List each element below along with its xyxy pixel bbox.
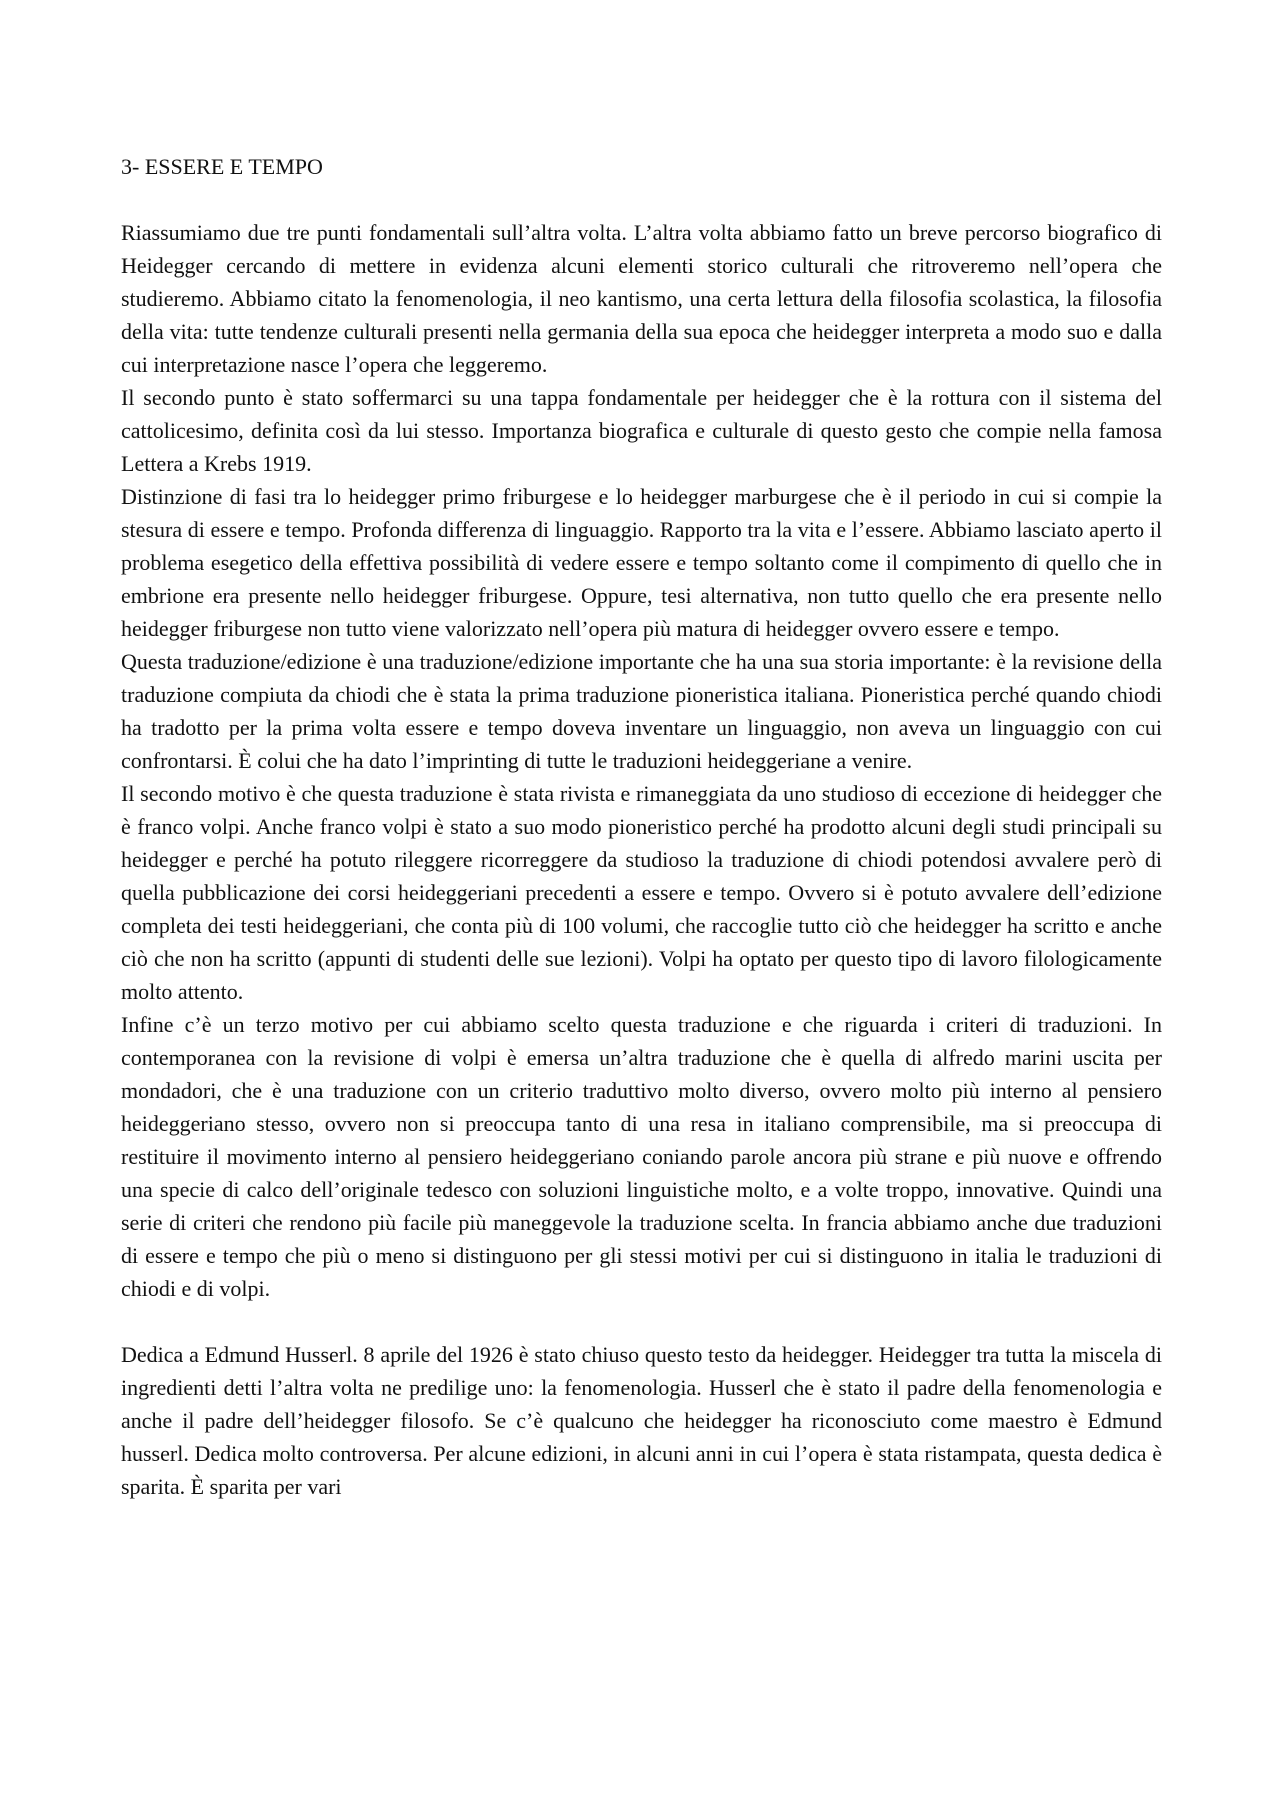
paragraph-translation-criteria: Infine c’è un terzo motivo per cui abbiamo scelto questa traduzione e che riguarda i criteri di traduzioni. In contemporanea con la revisione di volpi è emersa un’altra traduzione che è quella di alfredo marini uscita per mondadori, che è una traduzione con un criterio traduttivo molto diverso, ovvero molto più interno al pensiero heideggeriano stesso, ovvero non si preoccupa tanto di una resa in italiano comprensibile, ma si preoccupa di restituire il movimento interno al pensiero heideggeriano coniando parole ancora più strane e più nuove e offrendo una specie di calco dell’originale tedesco con soluzioni linguistiche molto, e a volte troppo, innovative. Quindi una serie di criteri che rendono più facile più maneggevole la traduzione scelta. In francia abbiamo anche due traduzioni di essere e tempo che più o meno si distinguono per gli stessi motivi per cui si distinguono in italia le traduzioni di chiodi e di volpi. xyxy=(121,1012,1162,1301)
paragraph-spacer xyxy=(121,1305,1162,1338)
paragraph-translation-volpi: Il secondo motivo è che questa traduzione è stata rivista e rimaneggiata da uno studioso di eccezione di heidegger che è franco volpi. Anche franco volpi è stato a suo modo pioneristico perché ha prodotto alcuni degli studi principali su heidegger e perché ha potuto rileggere ricorreggere da studioso la traduzione di chiodi potendosi avvalere però di quella pubblicazione dei corsi heideggeriani precedenti a essere e tempo. Ovvero si è potuto avvalere dell’edizione completa dei testi heideggeriani, che conta più di 100 volumi, che raccoglie tutto ciò che heidegger ha scritto e anche ciò che non ha scritto (appunti di studenti delle sue lezioni). Volpi ha optato per questo tipo di lavoro filologicamente molto attento. xyxy=(121,781,1162,1004)
document-title: 3- ESSERE E TEMPO xyxy=(121,154,323,179)
paragraph-phases: Distinzione di fasi tra lo heidegger primo friburgese e lo heidegger marburgese che è il periodo in cui si compie la stesura di essere e tempo. Profonda differenza di linguaggio. Rapporto tra la vita e l’essere. Abbiamo lasciato aperto il problema esegetico della effettiva possibilità di vedere essere e tempo soltanto come il compimento di quello che in embrione era presente nello heidegger friburgese. Oppure, tesi alternativa, non tutto quello che era presente nello heidegger friburgese non tutto viene valorizzato nell’opera più matura di heidegger ovvero essere e tempo. xyxy=(121,484,1162,641)
paragraph-recap: Riassumiamo due tre punti fondamentali sull’altra volta. L’altra volta abbiamo fatto un breve percorso biografico di Heidegger cercando di mettere in evidenza alcuni elementi storico culturali che ritroveremo nell’opera che studieremo. Abbiamo citato la fenomenologia, il neo kantismo, una certa lettura della filosofia scolastica, la filosofia della vita: tutte tendenze culturali presenti nella germania della sua epoca che heidegger interpreta a modo suo e dalla cui interpretazione nasce l’opera che leggeremo. xyxy=(121,220,1162,377)
paragraph-dedication: Dedica a Edmund Husserl. 8 aprile del 1926 è stato chiuso questo testo da heidegger. Heidegger tra tutta la miscela di ingredienti detti l’altra volta ne predilige uno: la fenomenologia. Husserl che è stato il padre della fenomenologia e anche il padre dell’heidegger filosofo. Se c’è qualcuno che heidegger ha riconosciuto come maestro è Edmund husserl. Dedica molto controversa. Per alcune edizioni, in alcuni anni in cui l’opera è stata ristampata, questa dedica è sparita. È sparita per vari xyxy=(121,1342,1162,1499)
paragraph-catholicism-break: Il secondo punto è stato soffermarci su una tappa fondamentale per heidegger che è la rottura con il sistema del cattolicesimo, definita così da lui stesso. Importanza biografica e culturale di questo gesto che compie nella famosa Lettera a Krebs 1919. xyxy=(121,385,1162,476)
paragraph-translation-chiodi: Questa traduzione/edizione è una traduzione/edizione importante che ha una sua storia importante: è la revisione della traduzione compiuta da chiodi che è stata la prima traduzione pioneristica italiana. Pioneristica perché quando chiodi ha tradotto per la prima volta essere e tempo doveva inventare un linguaggio, non aveva un linguaggio con cui confrontarsi. È colui che ha dato l’imprinting di tutte le traduzioni heideggeriane a venire. xyxy=(121,649,1162,773)
document-page xyxy=(121,150,1162,1503)
